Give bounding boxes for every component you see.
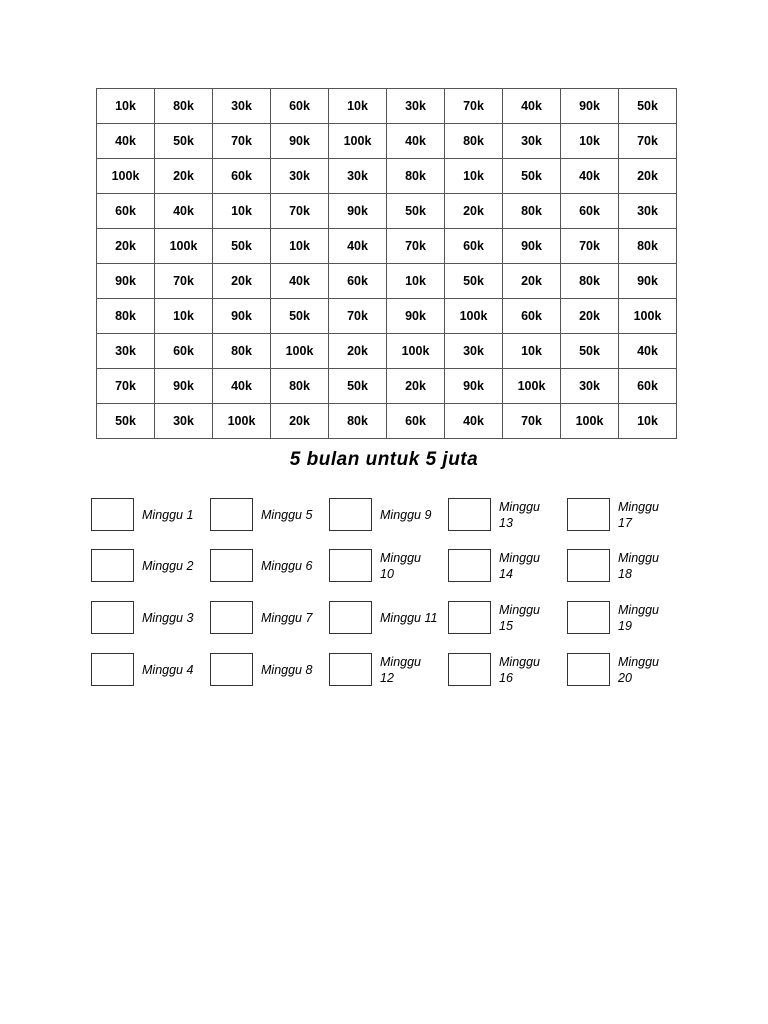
grid-cell[interactable]: 50k: [155, 124, 213, 159]
grid-cell[interactable]: 50k: [271, 299, 329, 334]
grid-cell[interactable]: 100k: [561, 404, 619, 439]
grid-cell[interactable]: 20k: [155, 159, 213, 194]
grid-cell[interactable]: 70k: [329, 299, 387, 334]
week-checkbox[interactable]: [91, 601, 134, 634]
grid-cell[interactable]: 50k: [97, 404, 155, 439]
week-checkbox[interactable]: [329, 549, 372, 582]
week-item: [91, 653, 203, 689]
grid-row: [97, 194, 677, 229]
week-label: Minggu 2: [142, 559, 194, 573]
week-label: Minggu 7: [261, 611, 313, 625]
week-item: [567, 601, 679, 637]
week-checkbox[interactable]: [567, 498, 610, 531]
week-item: [210, 653, 322, 689]
grid-row: [97, 229, 677, 264]
grid-cell[interactable]: 90k: [155, 369, 213, 404]
week-item: [329, 549, 441, 585]
grid-cell[interactable]: 60k: [387, 404, 445, 439]
grid-row: [97, 124, 677, 159]
grid-cell[interactable]: 90k: [445, 369, 503, 404]
grid-cell[interactable]: 60k: [213, 159, 271, 194]
grid-cell[interactable]: 40k: [619, 334, 677, 369]
week-label: Minggu 13: [499, 500, 540, 530]
grid-cell[interactable]: 90k: [387, 299, 445, 334]
week-item: [91, 601, 203, 637]
week-label: Minggu 10: [380, 551, 421, 581]
grid-row: [97, 369, 677, 404]
week-checkbox[interactable]: [329, 498, 372, 531]
week-checkbox[interactable]: [91, 498, 134, 531]
grid-cell[interactable]: 70k: [445, 89, 503, 124]
week-item: [329, 653, 441, 689]
week-checkbox[interactable]: [448, 601, 491, 634]
grid-cell[interactable]: 50k: [561, 334, 619, 369]
week-checkbox[interactable]: [91, 549, 134, 582]
grid-cell[interactable]: 90k: [503, 229, 561, 264]
week-item: [210, 498, 322, 534]
week-checkbox[interactable]: [448, 549, 491, 582]
week-label: Minggu 17: [618, 500, 659, 530]
grid-row: [97, 334, 677, 369]
grid-cell[interactable]: 100k: [387, 334, 445, 369]
grid-row: [97, 299, 677, 334]
grid-cell[interactable]: 10k: [445, 159, 503, 194]
grid-cell[interactable]: 40k: [155, 194, 213, 229]
grid-cell[interactable]: 90k: [213, 299, 271, 334]
grid-cell[interactable]: 50k: [619, 89, 677, 124]
savings-grid: [96, 88, 677, 439]
grid-cell[interactable]: 70k: [213, 124, 271, 159]
grid-cell[interactable]: 90k: [561, 89, 619, 124]
week-label: Minggu 20: [618, 655, 659, 685]
week-checkbox[interactable]: [448, 653, 491, 686]
grid-cell[interactable]: 20k: [561, 299, 619, 334]
grid-cell[interactable]: 60k: [97, 194, 155, 229]
grid-cell[interactable]: 20k: [445, 194, 503, 229]
grid-cell[interactable]: 40k: [329, 229, 387, 264]
week-checkbox[interactable]: [210, 653, 253, 686]
grid-row: [97, 404, 677, 439]
grid-cell[interactable]: 30k: [445, 334, 503, 369]
grid-cell[interactable]: 60k: [503, 299, 561, 334]
grid-cell[interactable]: 40k: [561, 159, 619, 194]
week-label: Minggu 8: [261, 663, 313, 677]
grid-cell[interactable]: 80k: [387, 159, 445, 194]
grid-cell[interactable]: 70k: [561, 229, 619, 264]
grid-cell[interactable]: 80k: [503, 194, 561, 229]
week-item: [329, 601, 441, 637]
grid-cell[interactable]: 20k: [271, 404, 329, 439]
grid-cell[interactable]: 40k: [97, 124, 155, 159]
grid-cell[interactable]: 100k: [445, 299, 503, 334]
grid-cell[interactable]: 20k: [213, 264, 271, 299]
grid-cell[interactable]: 100k: [503, 369, 561, 404]
grid-cell[interactable]: 30k: [329, 159, 387, 194]
grid-cell[interactable]: 10k: [561, 124, 619, 159]
grid-cell[interactable]: 100k: [329, 124, 387, 159]
grid-row: [97, 89, 677, 124]
week-checkbox[interactable]: [210, 549, 253, 582]
week-label: Minggu 19: [618, 603, 659, 633]
grid-cell[interactable]: 30k: [155, 404, 213, 439]
grid-cell[interactable]: 80k: [97, 299, 155, 334]
grid-cell[interactable]: 10k: [503, 334, 561, 369]
week-label: Minggu 16: [499, 655, 540, 685]
week-item: [329, 498, 441, 534]
grid-cell[interactable]: 90k: [271, 124, 329, 159]
week-label: Minggu 18: [618, 551, 659, 581]
grid-cell[interactable]: 100k: [155, 229, 213, 264]
week-label: Minggu 3: [142, 611, 194, 625]
week-item: [448, 549, 560, 585]
week-checkbox[interactable]: [329, 601, 372, 634]
grid-cell[interactable]: 30k: [271, 159, 329, 194]
week-checkbox[interactable]: [91, 653, 134, 686]
week-label: Minggu 1: [142, 508, 194, 522]
grid-cell[interactable]: 80k: [445, 124, 503, 159]
grid-cell[interactable]: 40k: [445, 404, 503, 439]
grid-cell[interactable]: 60k: [561, 194, 619, 229]
week-checkbox[interactable]: [448, 498, 491, 531]
grid-cell[interactable]: 90k: [329, 194, 387, 229]
grid-cell[interactable]: 100k: [97, 159, 155, 194]
grid-cell[interactable]: 30k: [97, 334, 155, 369]
page-title: 5 bulan untuk 5 juta: [289, 449, 479, 470]
grid-cell[interactable]: 60k: [271, 89, 329, 124]
grid-cell[interactable]: 50k: [445, 264, 503, 299]
grid-cell[interactable]: 10k: [213, 194, 271, 229]
week-item: [448, 653, 560, 689]
week-item: [448, 498, 560, 534]
grid-cell[interactable]: 90k: [619, 264, 677, 299]
grid-cell[interactable]: 20k: [503, 264, 561, 299]
grid-cell[interactable]: 70k: [271, 194, 329, 229]
grid-cell[interactable]: 50k: [387, 194, 445, 229]
week-checkbox[interactable]: [210, 498, 253, 531]
week-label: Minggu 5: [261, 508, 313, 522]
grid-cell[interactable]: 70k: [97, 369, 155, 404]
week-checkbox[interactable]: [567, 601, 610, 634]
grid-cell[interactable]: 40k: [387, 124, 445, 159]
grid-cell[interactable]: 50k: [329, 369, 387, 404]
grid-cell[interactable]: 10k: [271, 229, 329, 264]
week-checkbox[interactable]: [567, 653, 610, 686]
week-item: [91, 498, 203, 534]
grid-cell[interactable]: 20k: [97, 229, 155, 264]
grid-cell[interactable]: 80k: [561, 264, 619, 299]
week-item: [448, 601, 560, 637]
grid-cell[interactable]: 60k: [155, 334, 213, 369]
week-label: Minggu 15: [499, 603, 540, 633]
grid-cell[interactable]: 30k: [387, 89, 445, 124]
week-item: [91, 549, 203, 585]
grid-cell[interactable]: 70k: [387, 229, 445, 264]
grid-cell[interactable]: 70k: [155, 264, 213, 299]
grid-cell[interactable]: 30k: [213, 89, 271, 124]
grid-cell[interactable]: 80k: [329, 404, 387, 439]
week-label: Minggu 9: [380, 508, 432, 522]
grid-cell[interactable]: 60k: [619, 369, 677, 404]
week-label: Minggu 11: [380, 611, 438, 625]
week-label: Minggu 12: [380, 655, 421, 685]
grid-cell[interactable]: 30k: [619, 194, 677, 229]
grid-cell[interactable]: 10k: [329, 89, 387, 124]
grid-cell[interactable]: 10k: [155, 299, 213, 334]
grid-cell[interactable]: 40k: [213, 369, 271, 404]
grid-cell[interactable]: 100k: [619, 299, 677, 334]
grid-cell[interactable]: 50k: [213, 229, 271, 264]
week-item: [567, 549, 679, 585]
week-item: [567, 653, 679, 689]
week-checkbox[interactable]: [567, 549, 610, 582]
grid-cell[interactable]: 10k: [387, 264, 445, 299]
grid-cell[interactable]: 30k: [503, 124, 561, 159]
grid-cell[interactable]: 20k: [619, 159, 677, 194]
week-item: [567, 498, 679, 534]
week-checkbox[interactable]: [329, 653, 372, 686]
grid-cell[interactable]: 40k: [503, 89, 561, 124]
grid-cell[interactable]: 40k: [271, 264, 329, 299]
grid-cell[interactable]: 70k: [503, 404, 561, 439]
grid-cell[interactable]: 100k: [213, 404, 271, 439]
grid-cell[interactable]: 100k: [271, 334, 329, 369]
week-label: Minggu 6: [261, 559, 313, 573]
grid-cell[interactable]: 10k: [619, 404, 677, 439]
week-item: [210, 601, 322, 637]
grid-cell[interactable]: 90k: [97, 264, 155, 299]
week-checkbox[interactable]: [210, 601, 253, 634]
grid-cell[interactable]: 20k: [329, 334, 387, 369]
grid-cell[interactable]: 80k: [155, 89, 213, 124]
grid-cell[interactable]: 80k: [619, 229, 677, 264]
grid-cell[interactable]: 30k: [561, 369, 619, 404]
week-label: Minggu 14: [499, 551, 540, 581]
grid-cell[interactable]: 60k: [329, 264, 387, 299]
week-item: [210, 549, 322, 585]
grid-row: [97, 264, 677, 299]
grid-cell[interactable]: 10k: [97, 89, 155, 124]
grid-row: [97, 159, 677, 194]
grid-cell[interactable]: 60k: [445, 229, 503, 264]
grid-cell[interactable]: 80k: [213, 334, 271, 369]
grid-cell[interactable]: 70k: [619, 124, 677, 159]
grid-cell[interactable]: 80k: [271, 369, 329, 404]
grid-cell[interactable]: 50k: [503, 159, 561, 194]
week-label: Minggu 4: [142, 663, 194, 677]
grid-cell[interactable]: 20k: [387, 369, 445, 404]
